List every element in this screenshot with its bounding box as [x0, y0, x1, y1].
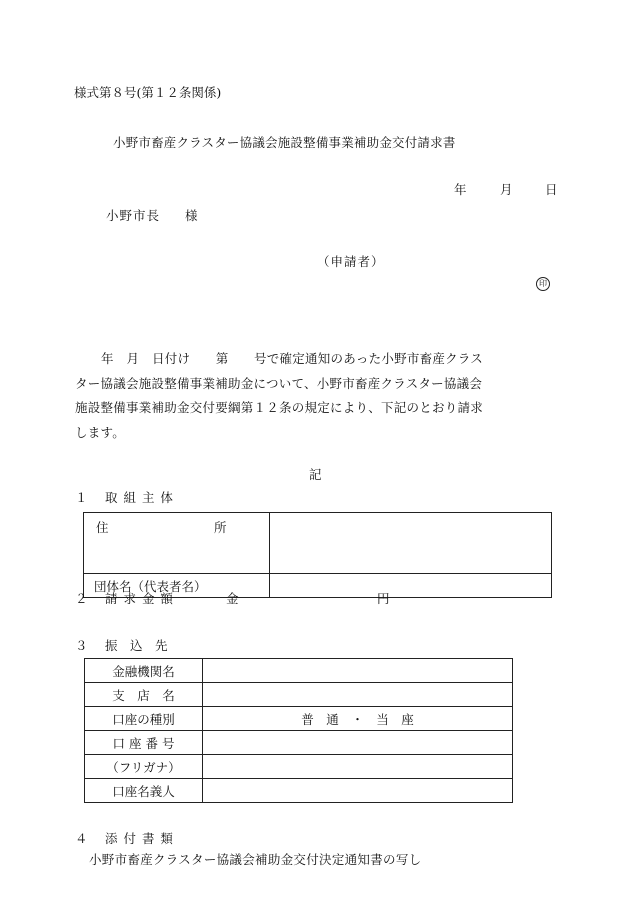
addressee-honorific: 様 [185, 208, 198, 223]
section1-title: 取 組 主 体 [105, 490, 174, 505]
furigana-value[interactable] [203, 755, 513, 779]
amount-unit: 円 [377, 591, 390, 606]
table-row [85, 659, 513, 683]
table-row [84, 513, 552, 574]
organization-value-cell[interactable] [270, 574, 552, 598]
ki-heading: 記 [309, 467, 322, 482]
seal-mark: 印 [536, 277, 550, 291]
amount-prefix: 金 [226, 591, 239, 606]
body-paragraph [75, 347, 557, 446]
document-title: 小野市畜産クラスター協議会施設整備事業補助金交付請求書 [113, 135, 456, 150]
addressee-name: 小野市長 [106, 208, 161, 223]
body-line-4: します。 [75, 425, 126, 441]
attachment-item: 小野市畜産クラスター協議会補助金交付決定通知書の写し [89, 852, 422, 867]
section4-title: 添 付 書 類 [105, 831, 174, 846]
table-row [85, 731, 513, 755]
table-row [85, 755, 513, 779]
section4-number: ４ [75, 831, 88, 846]
section2-title: 請 求 金 額 [105, 591, 174, 606]
account-type-value[interactable]: 普 通 ・ 当 座 [203, 707, 513, 731]
account-number-value[interactable] [203, 731, 513, 755]
date-month: 月 [500, 182, 513, 197]
body-line-3: 施設整備事業補助金交付要綱第１２条の規定により、下記のとおり請求 [75, 400, 484, 416]
account-number-label: 口 座 番 号 [85, 731, 203, 755]
section3-number: ３ [75, 638, 88, 653]
address-label-a: 住 [96, 520, 109, 535]
section3-table [84, 658, 513, 803]
bank-name-label: 金融機関名 [85, 659, 203, 683]
branch-name-value[interactable] [203, 683, 513, 707]
organization-label-cell: 団体名（代表者名） [84, 574, 270, 598]
table-row [85, 707, 513, 731]
applicant-label: （申請者） [317, 254, 385, 269]
address-label-cell [84, 513, 270, 574]
form-number: 様式第８号(第１２条関係) [74, 85, 222, 100]
section3-title: 振 込 先 [105, 638, 168, 653]
section2-number: ２ [75, 591, 88, 606]
section1-number: １ [75, 490, 88, 505]
table-row [85, 779, 513, 803]
address-value-cell[interactable] [270, 513, 552, 574]
date-day: 日 [545, 182, 558, 197]
branch-name-label: 支 店 名 [85, 683, 203, 707]
table-row [85, 683, 513, 707]
body-line-1: 年 月 日付け 第 号で確定通知のあった小野市畜産クラス [101, 351, 484, 366]
furigana-label: （フリガナ） [85, 755, 203, 779]
body-line-2: ター協議会施設整備事業補助金について、小野市畜産クラスター協議会 [75, 375, 483, 391]
date-year: 年 [454, 182, 467, 197]
account-holder-value[interactable] [203, 779, 513, 803]
bank-name-value[interactable] [203, 659, 513, 683]
address-label-b: 所 [214, 520, 227, 535]
account-holder-label: 口座名義人 [85, 779, 203, 803]
section1-table [83, 512, 552, 598]
account-type-label: 口座の種別 [85, 707, 203, 731]
